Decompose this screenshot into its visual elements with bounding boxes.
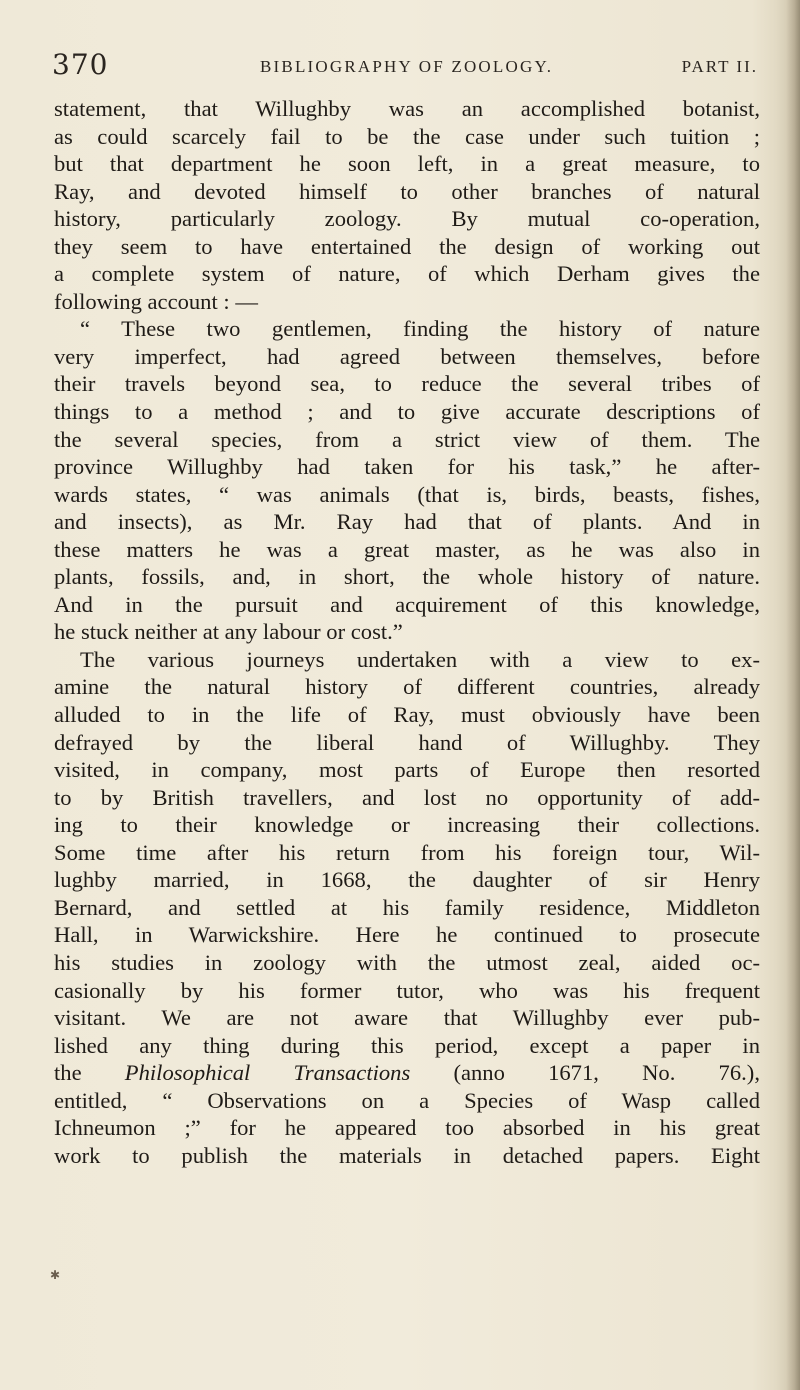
text-line: work to publish the materials in detached papers. Eight — [54, 1142, 760, 1168]
text-line: as could scarcely fail to be the case under such tuition ; — [54, 123, 760, 149]
text-line: entitled, “ Observations on a Species of Wasp called — [54, 1087, 760, 1113]
text-line: a complete system of nature, of which Derham gives the — [54, 261, 760, 287]
part-label: PART II. — [681, 57, 758, 76]
body-text — [54, 95, 760, 1169]
page-number: 370 — [52, 48, 109, 81]
text-line: statement, that Willughby was an accomplished botanist, — [54, 96, 760, 121]
text-line: the several species, from a strict view of them. The — [54, 426, 760, 452]
text-line: visitant. We are not aware that Willughby ever pub- — [54, 1005, 760, 1031]
text-line: his studies in zoology with the utmost zeal, aided oc- — [54, 949, 760, 975]
text-line: Bernard, and settled at his family residence, Middleton — [54, 894, 760, 920]
text-line: he stuck neither at any labour or cost.” — [54, 619, 403, 645]
text-line: province Willughby had taken for his task,” he after- — [54, 454, 760, 480]
text-line: their travels beyond sea, to reduce the several tribes of — [54, 371, 760, 397]
text-line: very imperfect, had agreed between themselves, before — [54, 343, 760, 369]
text-line: wards states, “ was animals (that is, birds, beasts, fishes, — [54, 481, 760, 507]
text-line: lished any thing during this period, except a paper in — [54, 1032, 760, 1058]
text-line: Some time after his return from his foreign tour, Wil- — [54, 839, 760, 865]
text-line: Ichneumon ;” for he appeared too absorbed in his great — [54, 1115, 760, 1141]
running-title: BIBLIOGRAPHY OF ZOOLOGY. — [260, 57, 554, 76]
text-line: following account : — — [54, 288, 258, 314]
text-line: history, particularly zoology. By mutual co-operation, — [54, 206, 760, 232]
text-line: lughby married, in 1668, the daughter of sir Henry — [54, 867, 760, 893]
paragraph-start-line: The various journeys undertaken with a view to ex- — [80, 646, 760, 672]
text-line: ing to their knowledge or increasing their collections. — [54, 812, 760, 838]
text-line: alluded to in the life of Ray, must obviously have been — [54, 702, 760, 728]
text-line: casionally by his former tutor, who was his frequent — [54, 977, 760, 1003]
quote-start-line: “ These two gentlemen, finding the history of nature — [80, 316, 760, 342]
text-line: defrayed by the liberal hand of Willughby. They — [54, 729, 760, 755]
text-line: plants, fossils, and, in short, the whole history of nature. — [54, 564, 760, 590]
page-edge-shadow — [786, 0, 800, 1390]
ink-mark: ✱ — [50, 1268, 61, 1282]
page-header — [52, 48, 758, 88]
text-line: visited, in company, most parts of Europe then resorted — [54, 757, 760, 783]
text-line: to by British travellers, and lost no opportunity of add- — [54, 784, 760, 810]
text-line: Hall, in Warwickshire. Here he continued to prosecute — [54, 922, 760, 948]
text-line: And in the pursuit and acquirement of this knowledge, — [54, 591, 760, 617]
text-line-italic-title: the Philosophical Transactions (anno 1671, No. 76.), — [54, 1060, 760, 1086]
text-line: and insects), as Mr. Ray had that of plants. And in — [54, 509, 760, 535]
text-line: Ray, and devoted himself to other branches of natural — [54, 178, 760, 204]
text-line: things to a method ; and to give accurate descriptions of — [54, 399, 760, 425]
journal-title: Philosophical Transactions — [124, 1060, 411, 1086]
text-line: these matters he was a great master, as he was also in — [54, 536, 760, 562]
text-line: amine the natural history of different countries, already — [54, 674, 760, 700]
text-line: but that department he soon left, in a great measure, to — [54, 151, 760, 177]
text-line: they seem to have entertained the design of working out — [54, 233, 760, 259]
